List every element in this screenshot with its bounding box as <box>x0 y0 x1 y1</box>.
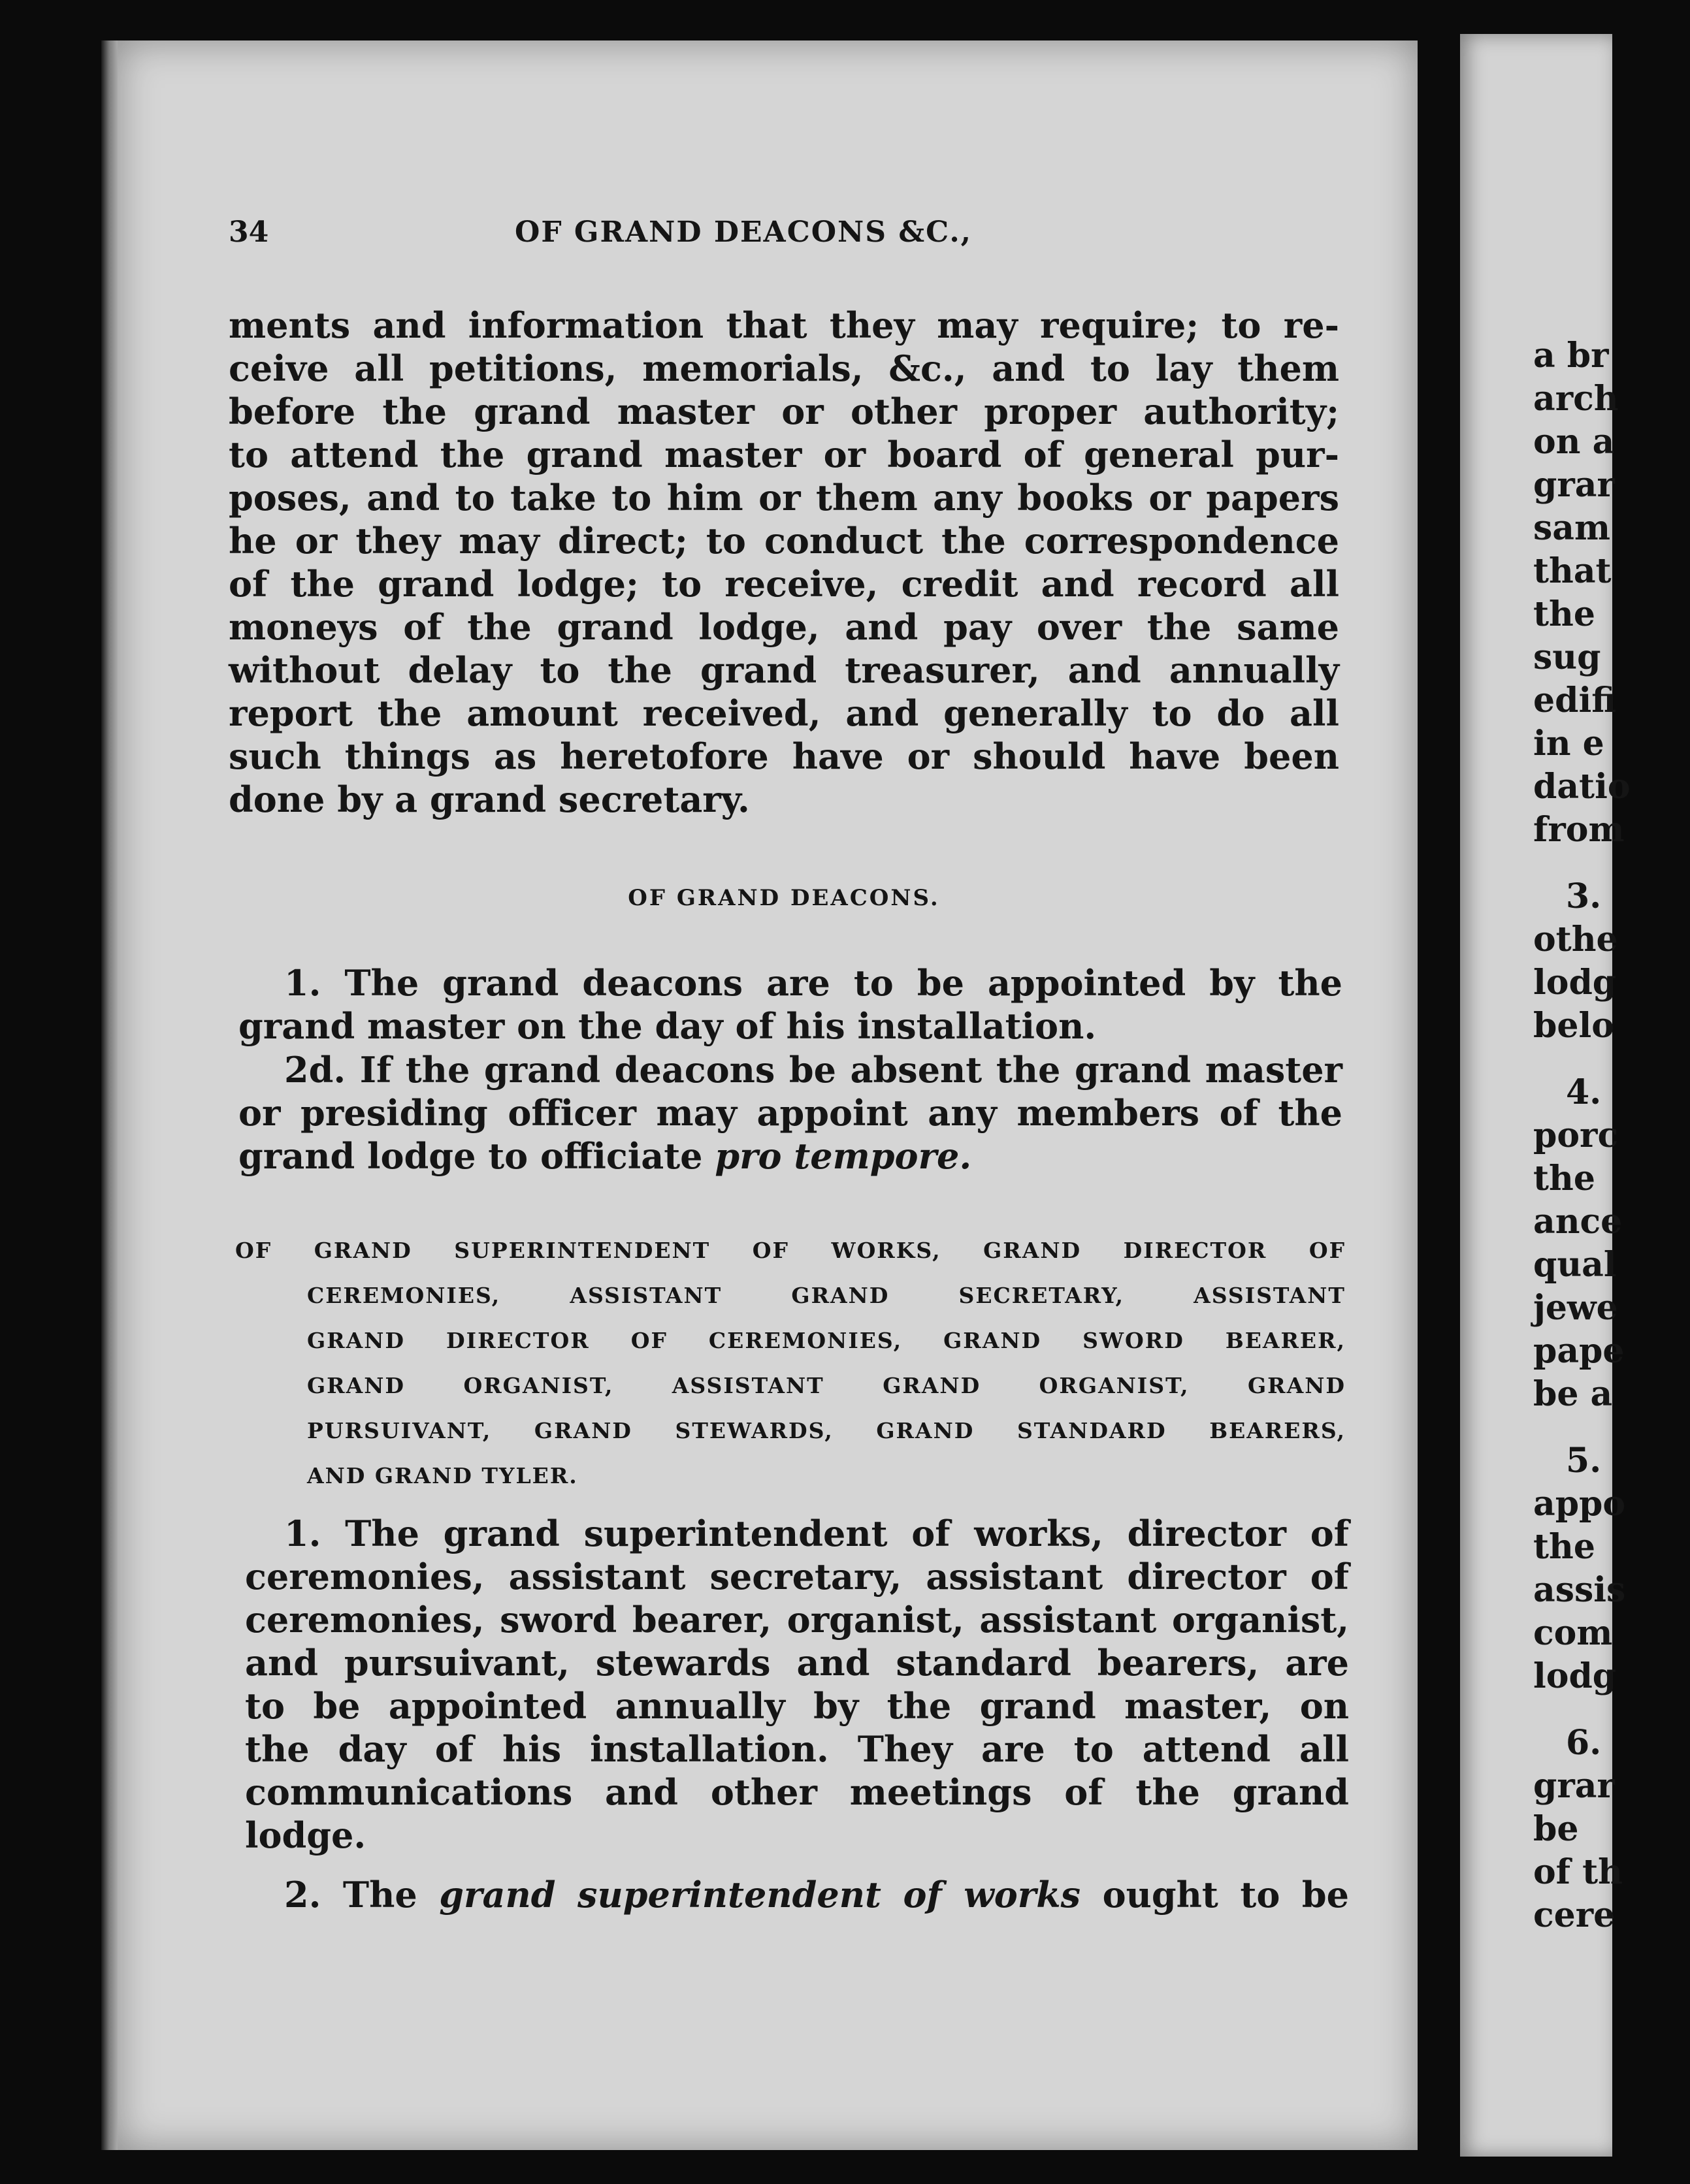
text-line: or presiding officer may appoint any members of the <box>238 1092 1342 1134</box>
text-line: the day of his installation. They are to attend all <box>245 1728 1349 1770</box>
fragment-line: qual <box>1533 1245 1617 1285</box>
text-line: to be appointed annually by the grand master, on <box>245 1685 1349 1727</box>
text-line: communications and other meetings of the grand <box>245 1771 1349 1813</box>
text-run: 2. The <box>284 1874 440 1916</box>
text-line: ceive all petitions, memorials, &c., and to lay them <box>229 347 1339 389</box>
text-line: done by a grand secretary. <box>229 779 750 820</box>
fragment-line: sug <box>1533 637 1601 677</box>
right-page-fragments <box>1533 334 1690 1937</box>
text-line <box>245 1873 1349 1916</box>
fragment-line: grar <box>1533 1766 1615 1806</box>
fragment-line: arch <box>1533 379 1619 419</box>
italic-term: pro tempore. <box>715 1135 972 1177</box>
heading-line: CEREMONIES, ASSISTANT GRAND SECRETARY, ASSISTANT <box>307 1283 1346 1308</box>
fragment-line: assis <box>1533 1570 1626 1610</box>
fragment-line: be <box>1533 1809 1579 1849</box>
text-line: without delay to the grand treasurer, and annually <box>229 649 1339 691</box>
fragment-line: in e <box>1533 724 1604 763</box>
heading-line: OF GRAND SUPERINTENDENT OF WORKS, GRAND DIRECTOR OF <box>235 1238 1346 1263</box>
fragment-line: the <box>1533 594 1595 634</box>
officers-rule-1 <box>245 1512 1349 1857</box>
text-line: 2d. If the grand deacons be absent the grand master <box>284 1049 1342 1091</box>
fragment-line: com <box>1533 1613 1613 1653</box>
text-line: of the grand lodge; to receive, credit and record all <box>229 563 1339 605</box>
text-line: such things as heretofore have or should have been <box>229 735 1339 777</box>
fragment-line: 4. <box>1566 1072 1602 1112</box>
page-number: 34 <box>229 216 269 249</box>
heading-line: AND GRAND TYLER. <box>307 1463 578 1488</box>
text-line <box>238 1134 1342 1178</box>
fragment-line: lodg <box>1533 1656 1617 1696</box>
running-head <box>229 216 1391 268</box>
text-line: ceremonies, assistant secretary, assistant director of <box>245 1556 1349 1598</box>
fragment-line: 3. <box>1566 876 1602 916</box>
deacons-rule-1 <box>238 961 1342 1048</box>
text-line: report the amount received, and generally to do all <box>229 692 1339 734</box>
right-page <box>1460 34 1631 2157</box>
heading-line: GRAND DIRECTOR OF CEREMONIES, GRAND SWORD BEARER, <box>307 1328 1346 1353</box>
officers-heading <box>235 1228 1346 1498</box>
text-line: 1. The grand superintendent of works, director of <box>284 1513 1349 1554</box>
fragment-line: cere <box>1533 1895 1616 1935</box>
text-line: 1. The grand deacons are to be appointed by the <box>284 962 1342 1004</box>
fragment-line: jewe <box>1533 1288 1618 1328</box>
fragment-line: lodg <box>1533 963 1617 1003</box>
text-line: ments and information that they may require; to re- <box>229 304 1339 346</box>
text-line: moneys of the grand lodge, and pay over the same <box>229 606 1339 648</box>
text-line: he or they may direct; to conduct the correspondence <box>229 520 1339 562</box>
fragment-line: sam <box>1533 508 1610 548</box>
text-line: lodge. <box>245 1814 366 1856</box>
fragment-line: the <box>1533 1159 1595 1198</box>
fragment-line: ance <box>1533 1202 1623 1242</box>
italic-term: grand superintendent of works <box>439 1874 1081 1916</box>
text-line: grand master on the day of his installation. <box>238 1005 1097 1047</box>
text-run: ought to be <box>1081 1874 1350 1916</box>
text-line: ceremonies, sword bearer, organist, assistant organist, <box>245 1599 1349 1641</box>
running-head-title: OF GRAND DEACONS &C., <box>515 216 972 249</box>
heading-line: GRAND ORGANIST, ASSISTANT GRAND ORGANIST, GRAND <box>307 1373 1346 1398</box>
fragment-line: from <box>1533 810 1625 850</box>
text-run: grand lodge to officiate <box>238 1135 715 1177</box>
fragment-line: the <box>1533 1527 1595 1567</box>
fragment-line: othe <box>1533 920 1618 959</box>
fragment-line: 5. <box>1566 1441 1602 1481</box>
text-line: and pursuivant, stewards and standard bearers, are <box>245 1642 1349 1684</box>
deacons-rule-2 <box>238 1048 1342 1178</box>
fragment-line: belo <box>1533 1006 1614 1046</box>
fragment-line: on a <box>1533 422 1615 462</box>
officers-rule-2 <box>245 1873 1349 1916</box>
fragment-line: edifi <box>1533 681 1617 720</box>
fragment-line: that <box>1533 551 1612 591</box>
text-line: before the grand master or other proper authority; <box>229 391 1339 432</box>
fragment-line: of th <box>1533 1852 1623 1892</box>
fragment-line: be a <box>1533 1374 1613 1414</box>
fragment-line: porc <box>1533 1116 1619 1155</box>
text-line: to attend the grand master or board of general pur- <box>229 434 1339 475</box>
heading-line: PURSUIVANT, GRAND STEWARDS, GRAND STANDARD BEARERS, <box>307 1418 1346 1443</box>
text-line: poses, and to take to him or them any books or papers <box>229 477 1339 519</box>
fragment-line: datio <box>1533 767 1631 807</box>
fragment-line: appo <box>1533 1484 1626 1524</box>
opening-paragraph <box>229 304 1339 821</box>
fragment-line: pape <box>1533 1331 1625 1371</box>
fragment-line: grar <box>1533 465 1615 505</box>
deacons-heading: OF GRAND DEACONS. <box>628 885 940 911</box>
fragment-line: a br <box>1533 336 1609 376</box>
fragment-line: 6. <box>1566 1723 1602 1763</box>
